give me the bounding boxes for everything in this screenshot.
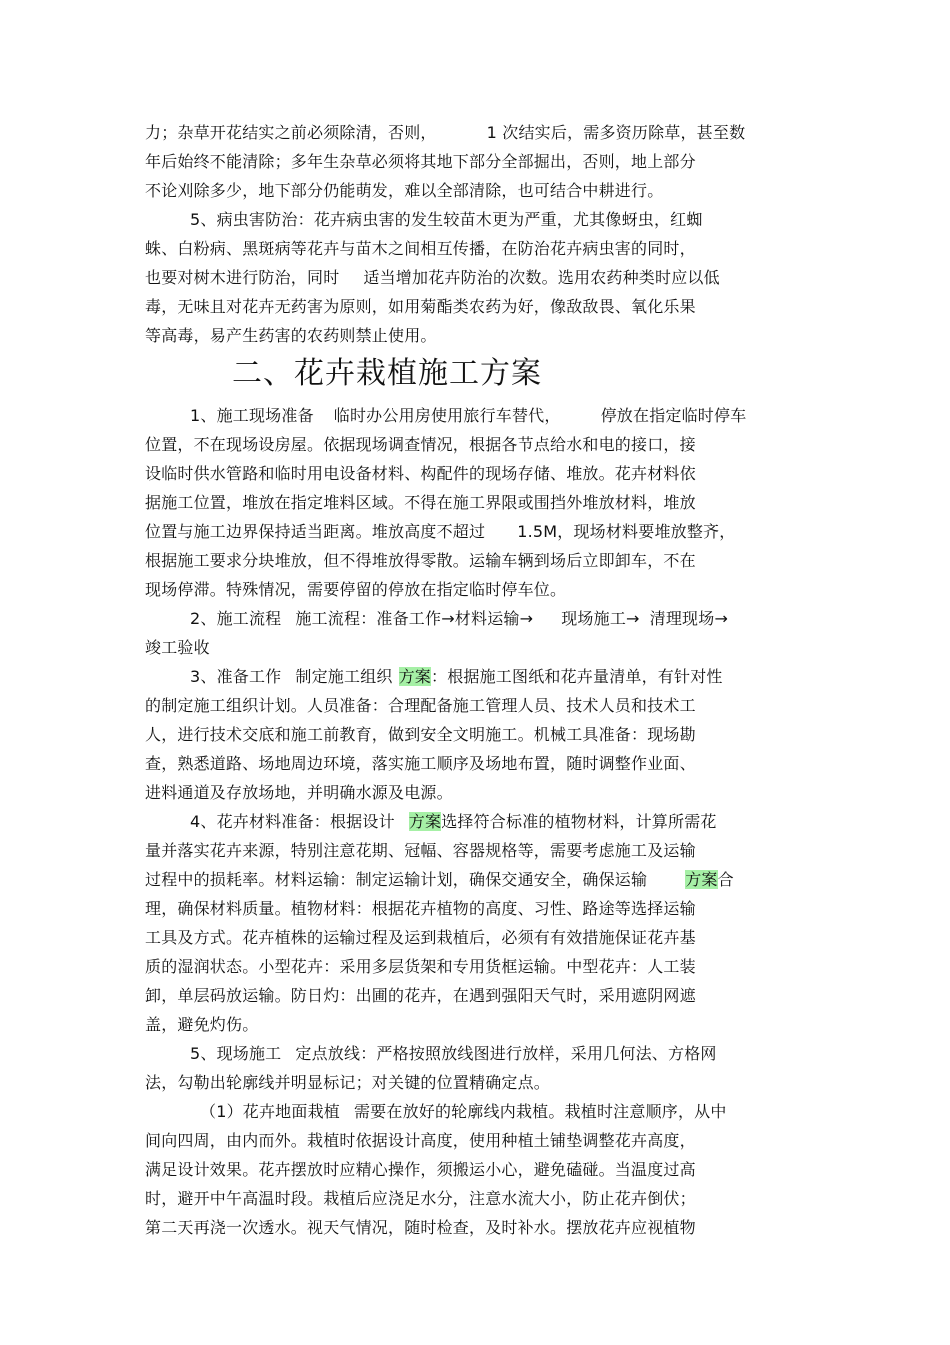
section-heading: 二、花卉栽植施工方案	[232, 356, 542, 391]
text-span: 现场施工→	[561, 609, 640, 628]
text-span: 也要对树木进行防治，同时	[145, 268, 340, 287]
text-span: 3、准备工作	[190, 667, 282, 686]
highlighted-term: 方案	[685, 870, 718, 889]
text-span: 4、花卉材料准备：根据设计	[190, 812, 395, 831]
text-line: 量并落实花卉来源，特别注意花期、冠幅、容器规格等，需要考虑施工及运输	[145, 841, 696, 860]
highlighted-term: 方案	[398, 667, 431, 686]
text-span: 1 次结实后，需多资历除草，甚至数	[486, 123, 746, 142]
text-span: 过程中的损耗率。材料运输：制定运输计划，确保交通安全，确保运输	[145, 870, 648, 889]
text-span: 1.5M，现场材料要堆放整齐，	[517, 522, 736, 541]
text-span: 2、施工流程	[190, 609, 282, 628]
text-span: 适当增加花卉防治的次数。选用农药种类时应以低	[363, 268, 720, 287]
text-span: 力；杂草开花结实之前必须除清，否则，	[145, 123, 437, 142]
text-line: 毒，无味且对花卉无药害为原则，如用菊酯类农药为好，像敌敌畏、氧化乐果	[145, 297, 696, 316]
text-line: 等高毒，易产生药害的农药则禁止使用。	[145, 326, 437, 345]
text-line	[200, 1102, 727, 1122]
text-line: 据施工位置，堆放在指定堆料区域。不得在施工界限或围挡外堆放材料，堆放	[145, 493, 696, 512]
text-span: 合	[717, 870, 734, 889]
text-line: 卸，单层码放运输。防日灼：出圃的花卉，在遇到强阳天气时，采用遮阴网遮	[145, 986, 696, 1005]
text-line: 不论刈除多少，地下部分仍能萌发，难以全部清除，也可结合中耕进行。	[145, 181, 664, 200]
text-span: 临时办公用房使用旅行车替代，	[333, 406, 561, 425]
highlighted-term: 方案	[408, 812, 442, 831]
text-line: 工具及方式。花卉植株的运输过程及运到栽植后，必须有有效措施保证花卉基	[145, 928, 696, 947]
text-line	[190, 667, 723, 687]
text-line: 根据施工要求分块堆放，但不得堆放得零散。运输车辆到场后立即卸车，不在	[145, 551, 696, 570]
text-span: 清理现场→	[649, 609, 729, 628]
text-span: 位置与施工边界保持适当距离。堆放高度不超过	[145, 522, 486, 541]
text-line: 进料通道及存放场地，并明确水源及电源。	[145, 783, 453, 802]
text-line: 的制定施工组织计划。人员准备：合理配备施工管理人员、技术人员和技术工	[145, 696, 696, 715]
text-span: 需要在放好的轮廓线内栽植。栽植时注意顺序，从中	[353, 1102, 727, 1121]
text-line: 盖，避免灼伤。	[145, 1015, 259, 1034]
text-line: 间向四周，由内而外。栽植时依据设计高度，使用种植土铺垫调整花卉高度，	[145, 1131, 696, 1150]
text-line	[145, 268, 720, 288]
text-line: 蛛、白粉病、黑斑病等花卉与苗木之间相互传播，在防治花卉病虫害的同时，	[145, 239, 696, 258]
text-line: 质的湿润状态。小型花卉：采用多层货架和专用货框运输。中型花卉：人工装	[145, 957, 696, 976]
text-line: 查，熟悉道路、场地周边环境，落实施工顺序及场地布置，随时调整作业面、	[145, 754, 696, 773]
text-line: 满足设计效果。花卉摆放时应精心操作，须搬运小心，避免磕碰。当温度过高	[145, 1160, 696, 1179]
text-span: 5、现场施工	[190, 1044, 282, 1063]
text-span: 停放在指定临时停车	[600, 406, 747, 425]
text-line	[190, 406, 746, 426]
text-line: 5、病虫害防治：花卉病虫害的发生较苗木更为严重，尤其像蚜虫，红蜘	[190, 210, 703, 229]
text-line: 理，确保材料质量。植物材料：根据花卉植物的高度、习性、路途等选择运输	[145, 899, 696, 918]
text-span: ：根据施工图纸和花卉量清单，有针对性	[431, 667, 723, 686]
text-line	[190, 609, 728, 629]
text-line	[145, 522, 735, 542]
text-line: 人，进行技术交底和施工前教育，做到安全文明施工。机械工具准备：现场勘	[145, 725, 696, 744]
text-line	[145, 870, 734, 890]
text-line: 法，勾勒出轮廓线并明显标记；对关键的位置精确定点。	[145, 1073, 551, 1092]
text-line: 位置，不在现场设房屋。依据现场调查情况，根据各节点给水和电的接口，接	[145, 435, 696, 454]
text-line	[190, 812, 717, 832]
text-span: （1）花卉地面栽植	[200, 1102, 340, 1121]
text-span: 1、施工现场准备	[190, 406, 314, 425]
text-span: 制定施工组织	[295, 667, 393, 686]
text-line: 设临时供水管路和临时用电设备材料、构配件的现场存储、堆放。花卉材料依	[145, 464, 696, 483]
text-span: 定点放线：严格按照放线图进行放样，采用几何法、方格网	[295, 1044, 717, 1063]
text-line: 年后始终不能清除；多年生杂草必须将其地下部分全部掘出，否则，地上部分	[145, 152, 696, 171]
text-line	[145, 123, 745, 143]
text-span: 选择符合标准的植物材料，计算所需花	[441, 812, 717, 831]
text-line: 竣工验收	[145, 638, 210, 657]
text-span: 施工流程：准备工作→材料运输→	[295, 609, 534, 628]
text-line: 现场停滞。特殊情况，需要停留的停放在指定临时停车位。	[145, 580, 567, 599]
text-line: 时，避开中午高温时段。栽植后应浇足水分，注意水流大小，防止花卉倒伏；	[145, 1189, 696, 1208]
text-line: 第二天再浇一次透水。视天气情况，随时检查，及时补水。摆放花卉应视植物	[145, 1218, 696, 1237]
text-line	[190, 1044, 717, 1064]
